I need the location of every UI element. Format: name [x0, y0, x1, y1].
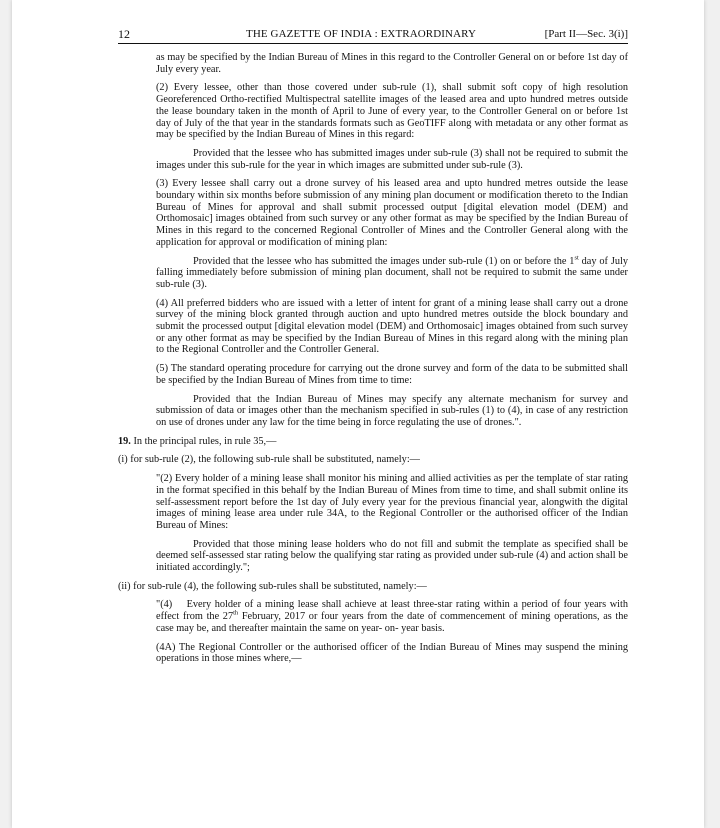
ordinal-superscript: th [233, 609, 239, 617]
rule-19-heading [118, 436, 628, 448]
ordinal-superscript: st [574, 254, 579, 262]
proviso-text-b: day of July falling immediately before submission of mining plan document, shall not be required to submit the same under sub-rule (3). [156, 255, 628, 290]
proviso-text-a: Provided that the lessee who has submitted the images under sub-rule (1) on or before the 1 [193, 255, 575, 267]
gazette-page [12, 0, 704, 828]
sub-rule-4: (4) All preferred bidders who are issued with a letter of intent for grant of a mining lease shall carry out a drone survey of the mining block granted through auction and upto hundred metres outside the block boundary and submit the processed output [digital elevation model (DEM) and Orthomosaic] images obtained from such survey or any other format as may be specified by the Indian Bureau of Mines in this regard along with the mining plan to the Regional Controller and the Controller General. [156, 297, 628, 356]
quoted-sub-rule-4a: (4A) The Regional Controller or the authorised officer of the Indian Bureau of Mines may suspend the mining operations in those mines where,— [156, 641, 628, 665]
clause-i: (i) for sub-rule (2), the following sub-rule shall be substituted, namely:— [118, 454, 420, 466]
sub-rule-4-text-a: "(4) Every holder of a mining lease shall achieve at least three-star rating within a period of four years with effect from the 27 [156, 599, 631, 623]
sub-rule-2: (2) Every lessee, other than those covered under sub-rule (1), shall submit soft copy of high resolution Georeferenced Ortho-rectified Multispectral satellite images of the leased area and upto hundred metres outside the lease boundary taken in the month of April to June of every year, to the Controller General on or before 1st day of July of the that year in the standards formats such as GeoTIFF along with metadata or any other format as may be specified by the Indian Bureau of Mines in this regard: [156, 82, 628, 141]
quoted-sub-rule-2-proviso: Provided that those mining lease holders who do not fill and submit the template as specified shall be deemed self-assessed star rating below the qualifying star rating as provided under sub-rule (4) and action shall be initiated accordingly."; [156, 538, 628, 574]
sub-rule-4-text-b: February, 2017 or four years from the date of commencement of mining operations, as the case may be, and thereafter maintain the same on year- on- year basis. [156, 611, 629, 634]
paragraph-continuation: as may be specified by the Indian Bureau of Mines in this regard to the Controller General on or before 1st day of July every year. [156, 52, 628, 75]
quoted-sub-rule-2: "(2) Every holder of a mining lease shall monitor his mining and allied activities as per the template of star rating in the format specified in this behalf by the Indian Bureau of Mines from time to time, and shall submit online its self-assessment report before the 1st day of July every year for the previous financial year, alongwith the digital images of mining lease area under rule 34A, to the Regional Controller or the authorised officer of the Indian Bureau of Mines: [156, 473, 628, 531]
sub-rule-3: (3) Every lessee shall carry out a drone survey of his leased area and upto hundred metres outside the lease boundary within six months before submission of any mining plan document or modification thereto to the Indian Bureau of Mines for approval and shall submit processed output [digital elevation model (DEM) and Orthomosaic] images obtained from such survey or any other format as may be specified by the Indian Bureau of Mines in this regard to the concerned Regional Controller of Mines and the Controller General along with the application for approval or modification of mining plan: [156, 178, 628, 248]
quoted-sub-rule-4 [118, 599, 631, 634]
rule-heading-text: In the principal rules, in rule 35,— [130, 435, 277, 447]
part-section: [Part II—Sec. 3(i)] [544, 28, 628, 40]
sub-rule-5: (5) The standard operating procedure for carrying out the drone survey and form of the data to be submitted shall be specified by the Indian Bureau of Mines from time to time: [156, 363, 628, 386]
sub-rule-2-proviso: Provided that the lessee who has submitted images under sub-rule (3) shall not be required to submit the images under this sub-rule for the year in which images are submitted under sub-rule (3). [156, 147, 628, 171]
sub-rule-3-proviso [118, 256, 628, 291]
sub-rule-5-proviso: Provided that the Indian Bureau of Mines may specify any alternate mechanism for survey and submission of data or images other than the mechanism specified in sub-rules (1) to (4), in case of any restriction on use of drones under any law for the time being in force regulating the use of drones.". [156, 393, 628, 428]
rule-number: 19. [118, 435, 131, 447]
clause-ii: (ii) for sub-rule (4), the following sub-rules shall be substituted, namely:— [118, 580, 427, 592]
document-body [118, 52, 631, 672]
page-header [118, 27, 628, 44]
gazette-title: THE GAZETTE OF INDIA : EXTRAORDINARY [246, 28, 476, 40]
page-number: 12 [118, 27, 130, 41]
